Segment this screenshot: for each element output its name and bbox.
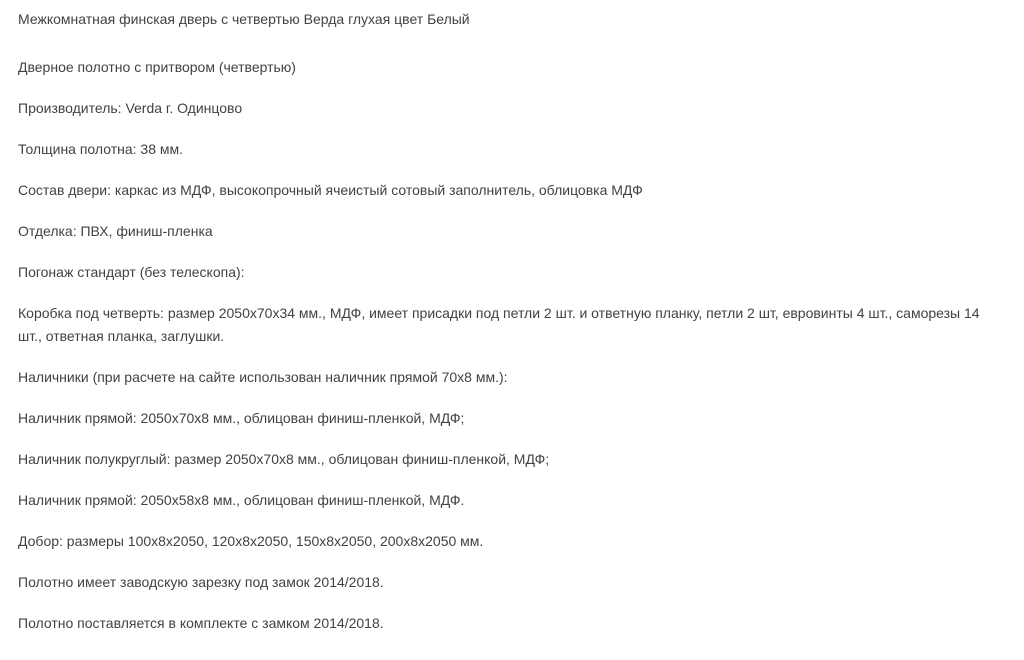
- description-paragraph: Погонаж стандарт (без телескопа):: [18, 264, 245, 280]
- description-paragraph: Коробка под четверть: размер 2050х70х34 мм., МДФ, имеет присадки под петли 2 шт. и ответную планку, петли 2 шт, евровинты 4 шт., саморезы 14 шт., ответная планка, заглушки.: [18, 305, 980, 344]
- description-paragraph: Полотно имеет заводскую зарезку под замок 2014/2018.: [18, 574, 384, 590]
- description-paragraph: Наличники (при расчете на сайте использован наличник прямой 70х8 мм.):: [18, 369, 508, 385]
- description-paragraph: Наличник прямой: 2050х58х8 мм., облицован финиш-пленкой, МДФ.: [18, 492, 465, 508]
- description-paragraph: Полотно поставляется в комплекте с замком 2014/2018.: [18, 615, 384, 631]
- description-paragraph: Отделка: ПВХ, финиш-пленка: [18, 223, 213, 239]
- description-paragraph: Наличник полукруглый: размер 2050х70х8 мм., облицован финиш-пленкой, МДФ;: [18, 451, 550, 467]
- description-paragraph: Состав двери: каркас из МДФ, высокопрочный ячеистый сотовый заполнитель, облицовка МДФ: [18, 182, 643, 198]
- description-paragraph: Дверное полотно с притвором (четвертью): [18, 59, 296, 75]
- product-title-line: Межкомнатная финская дверь с четвертью Верда глухая цвет Белый: [18, 11, 470, 27]
- description-paragraph: Добор: размеры 100х8х2050, 120х8х2050, 150х8х2050, 200х8х2050 мм.: [18, 533, 484, 549]
- description-paragraph: Толщина полотна: 38 мм.: [18, 141, 184, 157]
- description-paragraph: Производитель: Verda г. Одинцово: [18, 100, 243, 116]
- description-paragraph: Наличник прямой: 2050х70х8 мм., облицован финиш-пленкой, МДФ;: [18, 410, 465, 426]
